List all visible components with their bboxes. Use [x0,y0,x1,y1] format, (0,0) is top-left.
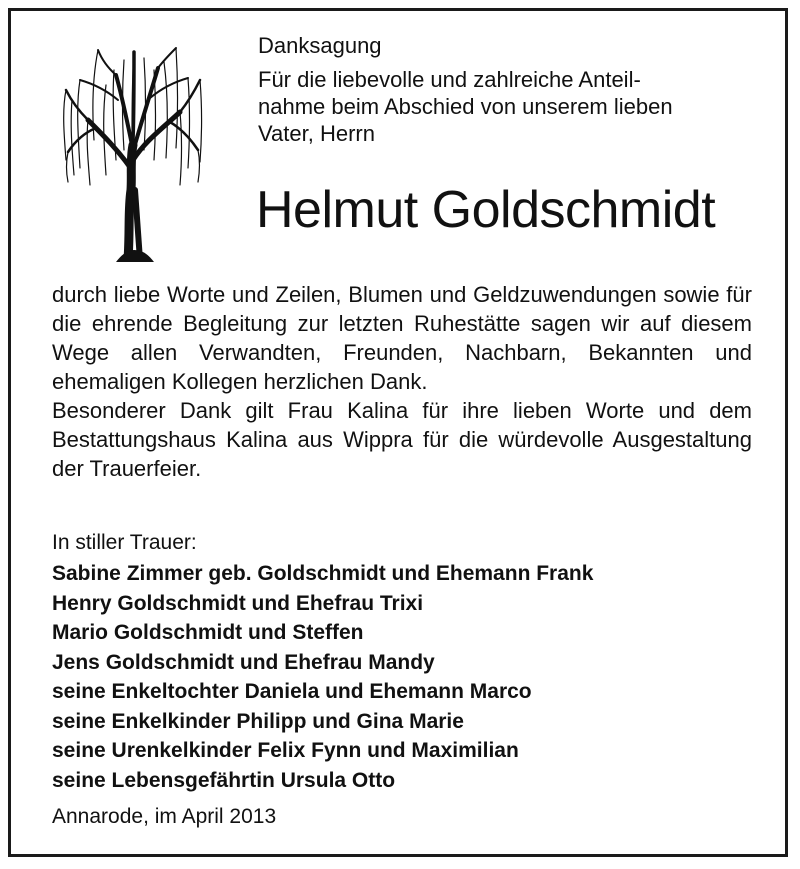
mourner-name: Mario Goldschmidt und Steffen [52,621,364,644]
place-date: Annarode, im April 2013 [52,805,277,828]
intro-line-2: nahme beim Abschied von unserem lieben [258,94,673,119]
intro-line-3: Vater, Herrn [258,121,375,146]
mourner-name: seine Enkeltochter Daniela und Ehemann Marco [52,680,532,703]
mourners-section [52,528,752,795]
mourner-name: Henry Goldschmidt und Ehefrau Trixi [52,591,424,615]
mourners-label: In stiller Trauer: [52,531,197,554]
mourner-name: seine Lebensgefährtin Ursula Otto [52,768,396,792]
mourner-name: Jens Goldschmidt und Ehefrau Mandy [52,650,435,674]
notice-title: Danksagung [258,33,382,58]
mourner-name: Sabine Zimmer geb. Goldschmidt und Ehemann Frank [52,562,594,585]
thanks-paragraph-2: Besonderer Dank gilt Frau Kalina für ihre lieben Worte und dem Bestattungshaus Kalina aus Wippra für die würdevolle Ausgestaltung der Trauerfeier. [52,398,752,481]
mourner-name: seine Enkelkinder Philipp und Gina Marie [52,709,464,733]
deceased-name: Helmut Goldschmidt [256,181,716,239]
thanks-body [52,280,752,483]
mourner-name: seine Urenkelkinder Felix Fynn und Maximilian [52,739,519,762]
intro-line-1: Für die liebevolle und zahlreiche Anteil- [258,67,641,92]
notice-header [258,32,748,147]
thanks-paragraph-1: durch liebe Worte und Zeilen, Blumen und Geldzuwendungen sowie für die ehrende Begleitung zur letzten Ruhestätte sagen wir auf diesem Wege allen Verwandten, Freunden, Nachbarn, Bekannten und ehemaligen Kollegen herzlichen Dank. [52,282,752,394]
mourners-list [52,559,752,795]
tree-icon [58,40,208,262]
